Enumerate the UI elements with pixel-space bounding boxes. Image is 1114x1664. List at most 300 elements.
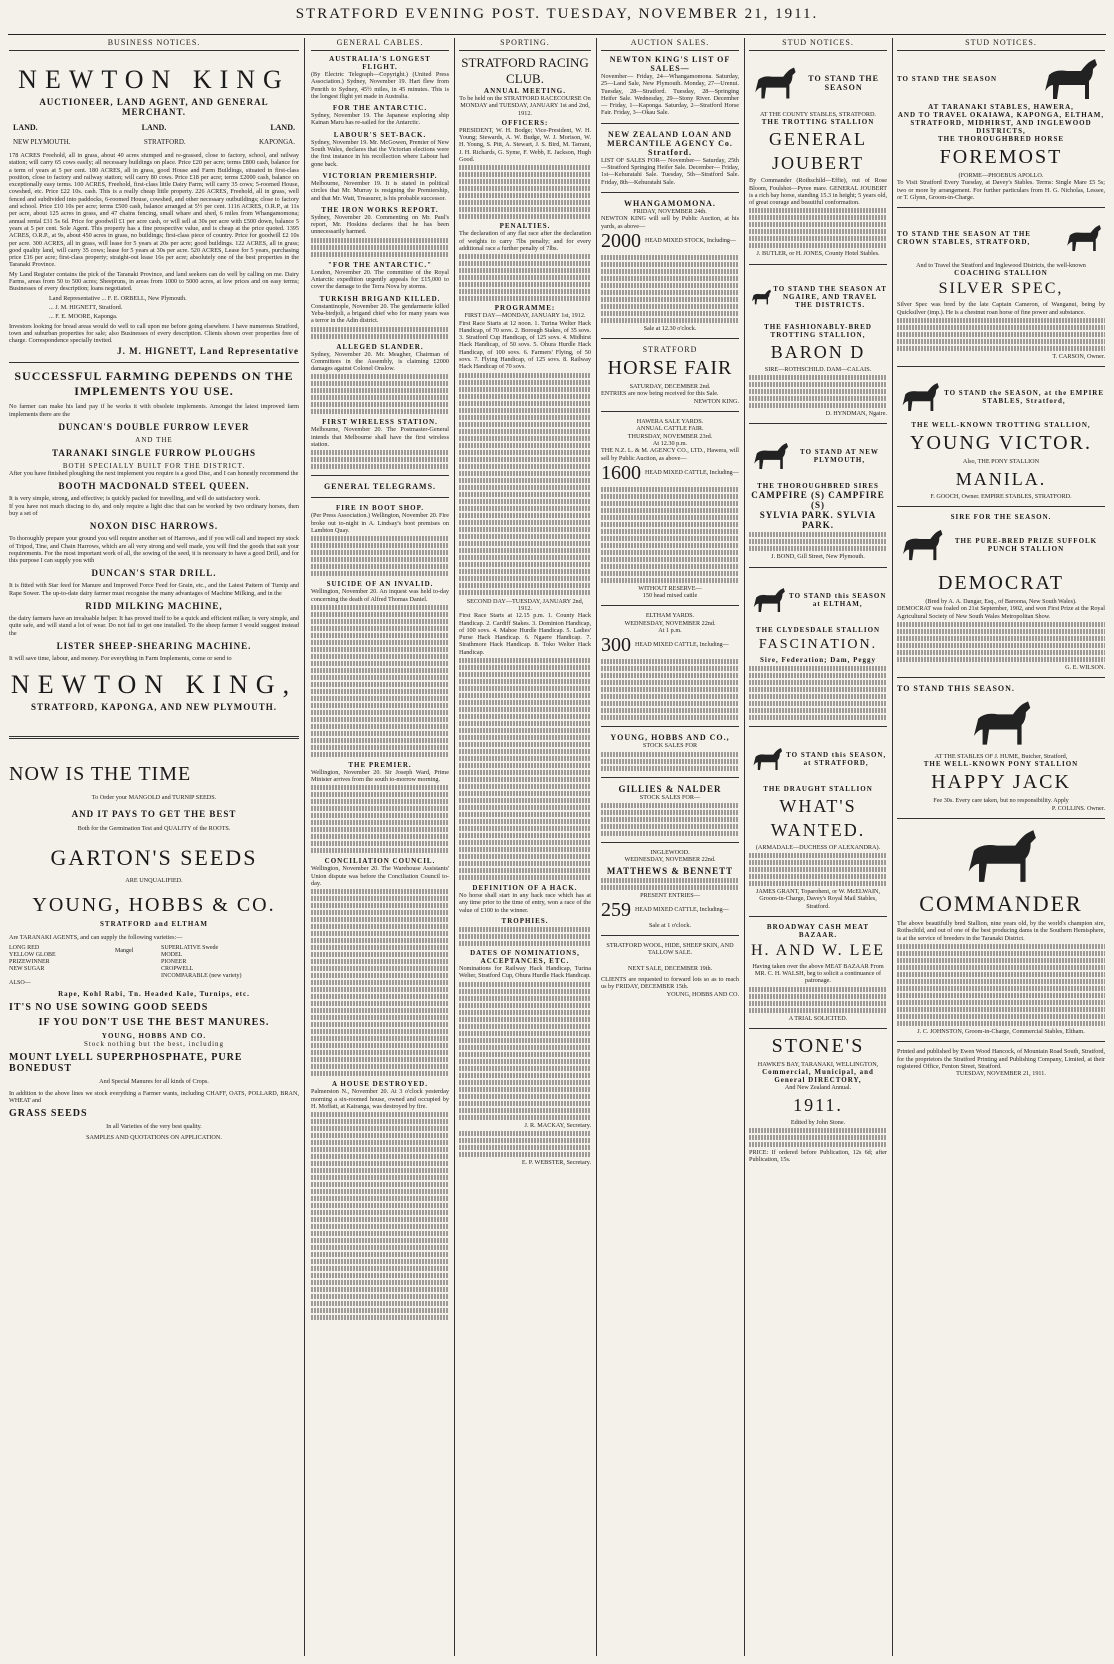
directory-year: 1911.: [793, 1094, 843, 1115]
column-divider: [892, 38, 893, 1656]
cable-text: Melbourne, November 20. The Postmaster-General intends that Melbourne shall have the first wireless station.: [311, 426, 449, 449]
foremost-travel: AND TO TRAVEL OKAIAWA, KAPONGA, ELTHAM, STRATFORD, MIDHIRST, AND INGLEWOOD DISTRICTS,: [897, 111, 1105, 135]
annual-meeting: ANNUAL MEETING.: [484, 87, 566, 95]
day2-text: First Race Starts at 12.15 p.m. 1. County Hack Handicap. 2. Cardiff Stakes. 3. Dominion Handicap, of 100 sovs. 4. Mahoe Hurdle Handicap. 5. Ladies' Purse Hack Handicap. 6. Ngaere Handicap. 7. Strathmore Hack Handicap. 8. Toko Welter Hack Handicap.: [459, 612, 591, 656]
stock-259: 259 HEAD MIXED CATTLE, Including—: [601, 898, 729, 921]
column-heading: STUD NOTICES.: [897, 38, 1105, 51]
secretary-webster: E. P. WEBSTER, Secretary.: [521, 1158, 591, 1166]
column-filler: [459, 1131, 591, 1157]
ploughs-heading: TARANAKI SINGLE FURROW PLOUGHS: [52, 448, 256, 459]
telegram-text: Palmerston N., November 20. At 3 o'clock yesterday morning a six-roomed house, owned and occupied by H. Moffatt, at Kairanga, was destroyed by fire.: [311, 1088, 449, 1110]
stud-foremost: TO STAND THE SEASON: [897, 55, 1105, 103]
commander-text: The above beautifully bred Stallion, nine years old, by the world's champion sire, Rothschild, and out of one of the best producing dams in the Southern Hemisphere, is at the service of breeders in the Taranaki District.: [897, 920, 1105, 942]
column-filler: [601, 878, 739, 890]
hawera-yards: HAWERA SALE YARDS.: [636, 418, 704, 426]
rape-line: Rape, Kohl Rabi, Tn. Headed Kale, Turnips, etc.: [58, 990, 250, 999]
directory-price: PRICE: If ordered before Publication, 12s 6d; after Publication, 15s.: [749, 1148, 887, 1164]
telegram-heading: FIRE IN BOOT SHOP.: [335, 504, 425, 513]
and-the: AND THE: [135, 436, 173, 445]
column-filler: [749, 987, 887, 1013]
agents-line: Are TARANAKI AGENTS, and can supply the following varieties:—: [9, 934, 183, 942]
clients-text: CLIENTS are requested to forward lots so as to reach us by FRIDAY, DECEMBER 15th.: [601, 975, 739, 991]
cable-heading: FIRST WIRELESS STATION.: [322, 418, 438, 427]
newton-sales-list: November— Friday, 24—Whangamomona. Saturday, 25—Land Sale, New Plymouth. Monday, 27—Urenui. Tuesday, 28—Stratford. Tuesday, 28—Springing Heifer Sale. Wednesday, 29—Stony River. December— Friday, 1—Kaponga. Saturday, 2—Stratford Horse Fair. Friday, 3—Okau Sale.: [601, 73, 739, 117]
stratford-label: STRATFORD: [642, 345, 698, 355]
built-line: BOTH SPECIALLY BUILT FOR THE DISTRICT.: [62, 462, 246, 471]
place-label: NEW PLYMOUTH.: [13, 138, 71, 146]
column-filler: [749, 666, 887, 720]
masthead: STRATFORD EVENING POST. TUESDAY, NOVEMBER 21, 1911.: [295, 6, 819, 22]
divider: [897, 1041, 1105, 1042]
nz-loan-list: LIST OF SALES FOR— November— Saturday, 25th—Stratford Springing Heifer Sale. December— Friday, 1st—Kehuratahi Sale. Tuesday, 5th—Stratford Sale. Friday, 8th—Kehuratahi Sale.: [601, 156, 739, 186]
cable-heading: LABOUR'S SET-BACK.: [333, 130, 427, 139]
clients-sign: YOUNG, HOBBS AND CO.: [666, 990, 739, 998]
booth-intro: After you have finished ploughing the next implement you require is a good Disc, and I can honestly recommend the: [9, 470, 299, 478]
divider: [601, 842, 739, 843]
joubert-name: JOUBERT: [772, 153, 864, 174]
divider: [601, 726, 739, 727]
telegram-heading: SUICIDE OF AN INVALID.: [326, 580, 434, 589]
stud-location: AT THE COUNTY STABLES, STRATFORD.: [760, 111, 876, 118]
stud-general-joubert: TO STAND THE SEASON: [749, 55, 887, 111]
telegram-heading: THE PREMIER.: [348, 760, 412, 769]
stud-democrat: THE PURE-BRED PRIZE SUFFOLK PUNCH STALLION: [897, 521, 1105, 569]
joubert-sign: J. BUTLER, or H. JONES, County Hotel Stables.: [756, 250, 880, 258]
cable-text: Sydney, November 19. The Japanese exploring ship Kainan Maru has re-sailed for the Antarctic.: [311, 112, 449, 127]
imprint-date: TUESDAY, NOVEMBER 21, 1911.: [956, 1070, 1046, 1078]
whanga-heading: WHANGAMOMONA.: [624, 198, 716, 208]
column-filler: [459, 982, 591, 1120]
day1-text: First Race Starts at 12 noon. 1. Turina Welter Hack Handicap, of 70 sovs. 2. Borough Stakes, of 35 sovs. 3. Stratford Cup Handicap, of 125 sovs. 4. Midhirst Hack Handicap, of 50 sovs. 5. Ohura Hurdle Hack Handicap, of 100 sovs. 6. Farmers' Flying, of 50 sovs. 7. Flying Handicap, of 125 sovs. 8. Railway Hack Handicap of 70 sovs.: [459, 319, 591, 371]
horse-icon: [897, 373, 943, 421]
column-filler: [459, 658, 591, 880]
cable-text: Sydney, November 19. Mr. McGowen, Premier of New South Wales, declares that the Victorian elections were the first instance in his recollection where Labour had gone back.: [311, 138, 449, 168]
mount-lyell: MOUNT LYELL SUPERPHOSPHATE, PURE BONEDUST: [9, 1052, 243, 1075]
broadway-heading: BROADWAY CASH MEAT BAZAAR.: [766, 922, 870, 939]
stud-silver-spec: TO STAND THE SEASON AT THE CROWN STABLES, STRATFORD,: [897, 214, 1105, 262]
silver-name: SILVER SPEC,: [938, 280, 1064, 298]
column-filler: [311, 889, 449, 1076]
newton-king-places: STRATFORD, KAPONGA, AND NEW PLYMOUTH.: [30, 702, 278, 713]
best-manures-heading: IF YOU DON'T USE THE BEST MANURES.: [38, 1017, 270, 1029]
cable-text: Sydney, November 20. Mr. Meagher, Chairman of Committees in the Assembly, is claiming £2000 damages against Colonel Onslow.: [311, 350, 449, 373]
stud-breed: THE CLYDESDALE STALLION: [755, 625, 881, 634]
horse-icon: [1035, 55, 1105, 103]
foremost-sire: (FORME—PHOEBUS APOLLO.: [958, 172, 1044, 179]
cable-heading: ALLEGED SLANDER.: [336, 342, 424, 351]
column-stud-notices-2: [894, 38, 1108, 1656]
divider: [897, 677, 1105, 678]
column-filler: [897, 318, 1105, 351]
horse-icon: [1062, 214, 1105, 262]
stud-happy-jack: TO STAND THIS SEASON.: [897, 684, 1015, 694]
hw-text: Having taken over the above MEAT BAZAAR From MR. C. H. WALSH, beg to solicit a continuance of patronage.: [752, 962, 884, 985]
newton-sales-title: NEWTON KING'S LIST OF SALES—: [609, 55, 731, 73]
cable-heading: AUSTRALIA'S LONGEST FLIGHT.: [329, 55, 431, 71]
young-victor-name: YOUNG VICTOR.: [910, 432, 1092, 455]
special-manures: And Special Manures for all kinds of Crops.: [99, 1078, 209, 1086]
stud-breed: THE THOROUGHBRED SIRES: [757, 482, 879, 491]
also: ALSO—: [9, 980, 31, 987]
horse-icon: [749, 275, 773, 319]
column-filler: [459, 927, 591, 946]
happy-fee: Fee 30s. Every care taken, but no responsibility. Apply: [933, 797, 1069, 805]
telegram-text: Wellington, November 20. Sir Joseph Ward, Prime Minister arrives from the south to-morrow morning.: [311, 768, 449, 784]
officers-heading: OFFICERS:: [501, 118, 549, 127]
stud-breed: COACHING STALLION: [954, 269, 1048, 278]
eltham-date: WEDNESDAY, NOVEMBER 22nd.: [624, 619, 716, 627]
column-filler: [601, 803, 739, 836]
stones-sub: HAWKE'S BAY, TARANAKI, WELLINGTON,: [757, 1061, 879, 1069]
stock-2000: 2000 HEAD MIXED STOCK, Including—: [601, 229, 736, 252]
penalties-heading: PENALTIES.: [499, 222, 551, 231]
stud-breed: THE TROTTING STALLION: [761, 118, 875, 127]
column-filler: [897, 944, 1105, 1026]
horse-icon: [749, 578, 788, 622]
drill-heading: DUNCAN'S STAR DRILL.: [91, 568, 217, 579]
divider: [897, 207, 1105, 208]
column-divider: [304, 38, 305, 1656]
baron-name: BARON D: [770, 341, 866, 362]
dates-heading: DATES OF NOMINATIONS, ACCEPTANCES, ETC.: [470, 948, 580, 965]
column-general-cables: [308, 38, 452, 1656]
fascination-sire: Sire, Federation; Dam, Peggy: [760, 655, 876, 664]
sale-time: Sale at 12.30 o'clock.: [643, 324, 697, 332]
grass-seeds: GRASS SEEDS: [9, 1108, 88, 1120]
divider: [749, 423, 887, 424]
trophies-heading: TROPHIES.: [501, 916, 549, 925]
telegrams-heading: GENERAL TELEGRAMS.: [323, 482, 437, 492]
dates-text: Nominations for Railway Hack Handicap, Turina Welter, Stratford Cup, Ohura Hurdle Hack Handicap.: [459, 964, 591, 980]
stud-breed: THE WELL-KNOWN TROTTING STALLION,: [911, 421, 1091, 430]
young-hobbs-sales: YOUNG, HOBBS AND CO.,: [610, 733, 730, 743]
horse-icon: [946, 825, 1056, 887]
nz-loan-title: NEW ZEALAND LOAN AND MERCANTILE AGENCY Co. Stratford.: [607, 129, 733, 157]
column-filler: [459, 254, 591, 301]
divider: [749, 1028, 887, 1029]
column-divider: [454, 38, 455, 1656]
young-hobbs: YOUNG, HOBBS & CO.: [32, 894, 276, 917]
lever-heading: DUNCAN'S DOUBLE FURROW LEVER: [58, 422, 250, 433]
stud-fascination: TO STAND this SEASON at ELTHAM,: [749, 574, 887, 626]
land-label: LAND.: [13, 123, 38, 132]
divider: [311, 497, 449, 498]
column-filler: [749, 375, 887, 408]
order-line: To Order your MANGOLD and TURNIP SEEDS.: [91, 794, 217, 802]
whats-name: WHAT'S: [779, 795, 857, 816]
column-sporting: [456, 38, 594, 1656]
stud-breed: THE FASHIONABLY-BRED TROTTING STALLION,: [764, 322, 872, 339]
stud-breed: THE DRAUGHT STALLION: [763, 784, 873, 793]
whats-sign: JAMES GRANT, Toparoheni, or W. McELWAIN, Groom-in-Charge, Davey's Royal Mail Stables, Stratford.: [755, 887, 881, 910]
now-is-the-time: NOW IS THE TIME: [9, 763, 192, 786]
democrat-breeder: (Bred by A. A. Dangar, Esq., of Baroona, New South Wales).: [925, 597, 1077, 605]
commander-name: COMMANDER: [919, 891, 1083, 917]
varieties-right: SUPERLATIVE Swede MODEL PIONEER CROPWELL INCOMPARABLE (new variety): [161, 945, 242, 980]
stock-300: 300 HEAD MIXED CATTLE, Including—: [601, 634, 729, 657]
silver-sign: T. CARSON, Owner.: [1052, 353, 1105, 361]
column-filler: [459, 165, 591, 219]
stones-title: STONE'S: [771, 1035, 865, 1058]
without-reserve: WITHOUT RESERVE—: [638, 584, 702, 592]
silver-text: Silver Spec was bred by the late Captain Cameron, of Wanganui, being by Quicksilver (imp.). He is a chestnut roan horse of fine power and substance.: [897, 301, 1105, 316]
democrat-name: DEMOCRAT: [937, 571, 1064, 594]
noxon-heading: NOXON DISC HARROWS.: [89, 521, 219, 532]
victor-sign: F. GOOCH, Owner. EMPIRE STABLES, STRATFORD.: [930, 492, 1072, 500]
column-filler: [749, 208, 887, 248]
mixed-150: 150 head mixed cattle: [642, 592, 698, 600]
pony-line: Also, THE PONY STALLION: [962, 458, 1040, 466]
noxon-text: To thoroughly prepare your ground you will require another set of Harrows, and if you will call and inspect my stock of Tripod, Tine, and Chain Harrows, which are all very strong and well made, you will find the goods that suit your requirements. For the most important work of all, the sowing of the seed, it is necessary to have a good Drill, and for this purpose I can supply you with: [9, 535, 299, 565]
joubert-text: By Commander (Rothschild—Effie), out of Rose Bloom, Foulshot—Pyree mare. GENERAL JOUBERT is a rich bay horse, standing 15.3 in height; 5 years old, of great courage and beautiful conformation.: [749, 177, 887, 207]
ridd-heading: RIDD MILKING MACHINE,: [85, 600, 223, 611]
divider: [897, 818, 1105, 819]
newton-king-title: NEWTON KING: [18, 65, 290, 94]
foremost-text: To Visit Stratford Every Tuesday, at Davey's Stables. Terms: Single Mare £5 5s; two or more by arrangement. For further particulars from H. G. Nicholas, Lessee, or T. Glynn, Groom-in-Charge.: [897, 179, 1105, 201]
column-filler: [459, 373, 591, 595]
general-name: GENERAL: [769, 129, 867, 150]
edited-by: Edited by John Stone.: [790, 1118, 846, 1126]
booth-text: It is very simple, strong, and effective; is quickly packed for travelling, and will do satisfactory work.: [9, 495, 261, 503]
cattle-time: At 12.30 p.m.: [652, 439, 688, 447]
sale-one: Sale at 1 o'clock.: [648, 921, 691, 929]
seed-varieties: [9, 945, 299, 980]
column-filler: [749, 853, 887, 886]
fascination-name: FASCINATION.: [758, 636, 878, 652]
eltham-time: At 1 p.m.: [658, 627, 682, 635]
campfire-sign: J. BOND, Gill Street, New Plymouth.: [771, 553, 865, 561]
farming-heading: SUCCESSFUL FARMING DEPENDS ON THE IMPLEMENTS YOU USE.: [14, 369, 294, 399]
column-filler: [749, 1128, 887, 1147]
commander-sign: J. C. JOHNSTON, Groom-in-Charge, Commercial Stables, Eltham.: [917, 1027, 1085, 1035]
land-label: LAND.: [270, 123, 295, 132]
booth-heading: BOOTH MACDONALD STEEL QUEEN.: [58, 481, 250, 492]
horse-icon: [749, 434, 792, 478]
day2-heading: SECOND DAY—TUESDAY, JANUARY 2nd, 1912.: [466, 597, 584, 612]
cable-text: Sydney, November 20. Commenting on Mr. Paul's report, Mr. Hoskins declares that he has been unnecessarily harmed.: [311, 213, 449, 236]
horse-fair: HORSE FAIR: [607, 357, 733, 380]
democrat-text: DEMOCRAT was foaled on 21st September, 1902, and won First Prize at the Royal Agricultural Society of New South Wales Metropolitan Show.: [897, 605, 1105, 620]
investors-text: Investors looking for bread areas would do well to call upon me before going elsewhere. I have numerous Stratford, town and suburban properties for sale; also Businesses of every description. Clients shown over properties free of charge. Correspondence specially invited.: [9, 322, 299, 345]
stud-campfire: TO STAND AT NEW PLYMOUTH,: [749, 430, 887, 482]
divider: [9, 362, 299, 363]
addition-text: In addition to the above lines we stock everything a Farmer wants, including CHAFF, OATS, POLLARD, BRAN, WHEAT and: [9, 1089, 299, 1104]
column-filler: [311, 1112, 449, 1320]
noxon-intro: If you have not much discing to do, and only require a light disc that can be worked by two ordinary horses, then buy a set of: [9, 502, 299, 517]
officers-text: PRESIDENT, W. H. Bodge; Vice-President, W. H. Young; Stewards, A. W. Budge, W. J. Morison, W. H. Young, S. Pitt, A. Stewart, J. S. Bird, M. Tarrant, J. H. Richards, G. Syme, F. Webb, E. Jackson, Hugh Good.: [459, 126, 591, 164]
column-heading: GENERAL CABLES.: [311, 38, 449, 51]
day1-heading: FIRST DAY—MONDAY, JANUARY 1st, 1912.: [464, 312, 586, 320]
divider: [601, 605, 739, 606]
stud-whats-wanted: TO STAND this SEASON, at STRATFORD,: [749, 733, 887, 785]
samples-line: SAMPLES AND QUOTATIONS ON APPLICATION.: [86, 1133, 222, 1141]
divider: [749, 264, 887, 265]
column-heading: AUCTION SALES.: [601, 38, 739, 51]
germination-line: Both for the Germination Test and QUALITY of the ROOTS.: [77, 825, 231, 833]
cable-heading: THE IRON WORKS REPORT.: [321, 205, 439, 214]
sylvia-name: SYLVIA PARK. SYLVIA PARK.: [759, 510, 877, 531]
divider: [601, 411, 739, 412]
horse-icon: [897, 521, 947, 569]
lister-text: It will save time, labour, and money. For everything in Farm Implements, come or send to: [9, 654, 232, 662]
horse-icon: [749, 737, 785, 781]
gillies-nalder: GILLIES & NALDER: [618, 783, 722, 794]
nz-annual: And New Zealand Annual.: [784, 1084, 852, 1092]
place-label: STRATFORD.: [143, 138, 186, 146]
column-heading: BUSINESS NOTICES.: [9, 38, 299, 51]
column-filler: [601, 487, 739, 583]
divider: [897, 506, 1105, 507]
cable-text: Constantinople, November 20. The gendarmerie killed Yeba-birdjoli, a brigand chief who for many years was a terror in the Adin district.: [311, 302, 449, 325]
horse-icon: [749, 59, 800, 107]
column-heading: SPORTING.: [459, 38, 591, 51]
directory-line: Commercial, Municipal, and General DIRECTORY,: [762, 1068, 874, 1085]
varieties-left: LONG RED YELLOW GLOBE PRIZEWINNER NEW SUGAR: [9, 945, 56, 973]
cable-text: Melbourne, November 19. It is stated in political circles that Mr. Murray is resigning the Premiership, and that Mr. Watt, Treasurer, is his probable successor.: [311, 179, 449, 202]
racing-club-title: STRATFORD RACING CLUB.: [461, 55, 589, 86]
baron-sign: D. HYNDMAN, Ngaire.: [825, 410, 887, 418]
newton-king-footer: NEWTON KING,: [10, 670, 298, 700]
inglewood: INGLEWOOD.: [650, 848, 690, 856]
column-filler: [311, 785, 449, 853]
varieties-all: In all Varieties of the very best quality.: [106, 1123, 202, 1131]
column-stud-notices: [746, 38, 890, 1656]
hw-lee: H. AND W. LEE: [751, 941, 885, 959]
column-divider: [744, 38, 745, 1656]
foremost-location: AT TARANAKI STABLES, HAWERA,: [928, 103, 1074, 111]
divider: [601, 338, 739, 339]
cable-heading: VICTORIAN PREMIERSHIP.: [322, 171, 438, 180]
yh-line: YOUNG, HOBBS AND CO.: [101, 1032, 207, 1041]
divider: [601, 123, 739, 124]
newton-auction: NEWTON KING will sell by Public Auction, at his yards, as above—: [601, 215, 739, 230]
divider: [601, 192, 739, 193]
next-sale: NEXT SALE, DECEMBER 19th.: [627, 964, 713, 972]
column-filler: [311, 605, 449, 757]
column-divider: [596, 38, 597, 1656]
column-filler: [601, 752, 739, 771]
divider: [749, 916, 887, 917]
column-auction-sales: [598, 38, 742, 1656]
column-filler: [311, 374, 449, 414]
programme-heading: PROGRAMME:: [494, 304, 556, 313]
land-listings: 178 ACRES Freehold, all in grass, about 40 acres stumped and re-grassed, close to factory, school, and railway station; will carry 65 cows easily; all necessary buildings on place. Price £20 per acre; terms £800 cash, balance for a term of years at 5 per cent. 180 ACRES, all in grass, good House and Farm Buildings, situated in first-class position, close to factory and railway station; will carry 80 cows. Price £18 per acre; terms £2000 cash, balance on exceptionally easy terms. 100 ACRES, Freehold, first-class little Dairy Farm; will carry 35 cows; 5-roomed House, cowshed, etc. Price £22 10s. cash. This is a really cheap little property. 226 ACRES, Freehold, all in grass, well fenced and subdivided into paddocks, 6-roomed House, cowshed, and other necessary outbuildings; close to factory and school. Price £10 10s per acre; terms £500 cash, balance arranged at 5½ per cent. 1116 ACRES, O.R.P., at 11s per acre, about 125 acres in grass, and 47 chains fencing, small whare and shed, 6 miles from Whangamomona; annual rental £31 5s 6d. Price for goodwill £1 per acre cash, or will sell at 30s per acre with £500 down, balance 5 years at 5 per cent. Sole Agent. This property has a fine prospective value, and is cheap at the price quoted. 1395 ACRES, O.R.P., at 9s, about 450 acres in grass, no buildings; first-class piece of country. Price for goodwill £2 10s per acre. 300 ACRES, all in grass, will lease for 5 years at 20s per acre; good buildings. 122 ACRES, all in grass; good quality land, will carry 35 cows; lease for 5 years at 30s per acre. 520 ACRES, Lease for 5 years, purchasing price £16 per acre; first-class property; straight-out lease 16s per acre; absolutely one of the best properties in the Taranaki Province. My Land Register contains the pick of the Taranaki Province, and land seekers can do well by calling on me. Dairy Farms, areas from 50 to 500 acres; Sheepruns, in areas from 1000 to 5000 acres, at low prices and on easy terms; Businesses of every description; loans negotiated.: [9, 152, 299, 293]
pays-line: AND IT PAYS TO GET THE BEST: [71, 809, 237, 820]
cable-text: (By Electric Telegraph—Copyright.) (United Press Association.) Sydney, November 19. Hart flew from Penrith to Sydney, 45½ miles, in 45 minutes. This is the longest flight yet made in Australia.: [311, 71, 449, 100]
column-filler: [311, 327, 449, 339]
young-hobbs-sub: STRATFORD and ELTHAM: [100, 920, 208, 929]
penalties-text: The declaration of any flat race after the declaration of weights to carry 7lbs penalty; and for every additional race a further penalty of 7lbs.: [459, 230, 591, 252]
horse-fair-sign: NEWTON KING.: [693, 397, 739, 405]
inglewood-date: WEDNESDAY, NOVEMBER 22nd.: [624, 856, 716, 864]
young-hobbs-sub: STOCK SALES FOR: [642, 742, 698, 750]
telegram-text: Wellington, November 20. An inquest was held to-day concerning the death of Alfred Thomas Daniel.: [311, 588, 449, 603]
cable-text: London, November 20. The committee of the Royal Antarctic expedition urgently appeals for £15,000 to cover the damage to the Terra Nova by storms.: [311, 268, 449, 291]
manila-name: MANILA.: [955, 468, 1047, 489]
definition-heading: DEFINITION OF A HACK.: [472, 884, 578, 893]
divider: [749, 726, 887, 727]
gartons-seeds: GARTON'S SEEDS: [50, 844, 258, 870]
telegram-heading: CONCILIATION COUNCIL.: [324, 857, 436, 866]
divider: [9, 736, 299, 739]
baron-sire: SIRE—ROTHSCHILD. DAM—CALAIS.: [764, 365, 872, 373]
foremost-name: FOREMOST: [939, 146, 1063, 168]
cable-heading: "FOR THE ANTARCTIC.": [328, 260, 432, 269]
nzl-text: THE N.Z. L. & M. AGENCY CO., LTD., Hawera, will sell by Public Auction, as above—: [601, 447, 739, 462]
varieties-mid: Mangel: [115, 948, 134, 955]
land-agents: Land Representative ... F. E. ORBELL, New Plymouth. ... J. M. HIGNETT, Stratford. ... F. E. MOORE, Kaponga.: [49, 294, 187, 321]
column-filler: [311, 450, 449, 469]
happy-sign: P. COLLINS. Owner.: [1051, 804, 1105, 812]
cable-heading: FOR THE ANTARCTIC.: [332, 104, 428, 113]
stock-1600: 1600 HEAD MIXED CATTLE, Including—: [601, 461, 739, 484]
secretary-mackay: J. R. MACKAY, Secretary.: [524, 1121, 591, 1129]
divider: [897, 366, 1105, 367]
divider: [749, 567, 887, 568]
column-filler: [601, 659, 739, 720]
divider: [601, 935, 739, 936]
cattle-fair: ANNUAL CATTLE FAIR.: [636, 425, 704, 433]
no-use-heading: IT'S NO USE SOWING GOOD SEEDS: [9, 1002, 209, 1014]
whanga-date: FRIDAY, NOVEMBER 24th.: [633, 207, 707, 215]
whats-sire: (ARMADALE—DUCHESS OF ALEXANDRA).: [755, 843, 881, 851]
cable-heading: TURKISH BRIGAND KILLED.: [319, 294, 441, 303]
signer: J. M. HIGNETT, Land Representative: [117, 346, 299, 357]
newton-king-subtitle: AUCTIONEER, LAND AGENT, AND GENERAL MERCHANT.: [39, 97, 269, 117]
column-filler: [749, 532, 887, 551]
ridd-text: the dairy farmers have an invaluable helper. It has proved itself to be a quick and efficient milker, is very simple, and quite safe, and will stand a lot of wear. Do not fail to get one installed. To the sheep farmer I would suggest instead the: [9, 614, 299, 637]
wool-sale: STRATFORD WOOL, HIDE, SHEEP SKIN, AND TALLOW SALE.: [606, 942, 734, 957]
stock-nothing: Stock nothing but the best, including: [83, 1040, 225, 1049]
meeting-text: To be held on the STRATFORD RACECOURSE On MONDAY and TUESDAY, JANUARY 1st and 2nd, 1912.: [459, 95, 591, 117]
divider: [601, 777, 739, 778]
eltham-yards: ELTHAM YARDS.: [645, 612, 695, 620]
democrat-sign: G. E. WILSON.: [1065, 663, 1105, 671]
cattle-date: THURSDAY, NOVEMBER 23rd.: [627, 432, 713, 440]
telegram-text: Wellington, November 20. The Warehouse Assistants' Union dispute was before the Conciliation Council to-day.: [311, 865, 449, 887]
column-filler: [601, 255, 739, 323]
silver-travel: And to Travel the Stratford and Inglewood Districts, the well-known: [916, 262, 1086, 270]
stud-breed: THE WELL-KNOWN PONY STALLION: [923, 760, 1079, 769]
sire-for-season: SIRE FOR THE SEASON.: [950, 512, 1052, 521]
column-filler: [311, 238, 449, 257]
column-filler: [897, 622, 1105, 662]
farming-text: No farmer can make his land pay if he works it with obsolete implements. Amongst the latest improved farm implements there are the: [9, 403, 299, 418]
column-heading: STUD NOTICES.: [749, 38, 887, 51]
stud-breed: THE THOROUGHBRED HORSE: [937, 135, 1065, 143]
place-label: KAPONGA.: [259, 138, 295, 146]
horse-icon: [961, 697, 1041, 749]
places-row: [13, 138, 295, 146]
telegram-text: (Per Press Association.) Wellington, November 20. Fire broke out to-night in A. Lindsay's boot premises on Lambton Quay.: [311, 512, 449, 534]
stud-baron-d: TO STAND THE SEASON AT NGAIRE, AND TRAVEL THE DISTRICTS.: [749, 271, 887, 323]
happy-jack-name: HAPPY JACK: [931, 771, 1071, 794]
wanted-name: WANTED.: [770, 819, 866, 840]
imprint: Printed and published by Ewen Wood Hancock, of Mountain Road South, Stratford, for the proprietors the Stratford Printing and Publishing Company, Limited, at their registered Office, Fenton Street, Stratford.: [897, 1048, 1106, 1070]
definition-text: No horse shall start in any hack race which has at any time prior to the time of entry, won a race of the value of £100 to the winner.: [459, 892, 591, 914]
matthews-bennett: MATTHEWS & BENNETT: [606, 865, 734, 876]
column-filler: [311, 536, 449, 576]
stud-young-victor: TO STAND the SEASON, at the EMPIRE STABLES, Stratford,: [897, 373, 1105, 421]
masthead-rule: [8, 34, 1106, 35]
land-header-row: [13, 123, 295, 132]
gillies-sub: STOCK SALES FOR—: [639, 793, 701, 801]
happy-location: AT THE STABLES OF J. HUME, Butcher, Stratford,: [934, 753, 1068, 761]
divider: [311, 475, 449, 476]
present-entries: PRESENT ENTRIES—: [640, 891, 700, 899]
unequalled: ARE UNQUALIFIED.: [125, 876, 183, 884]
land-label: LAND.: [141, 123, 167, 132]
